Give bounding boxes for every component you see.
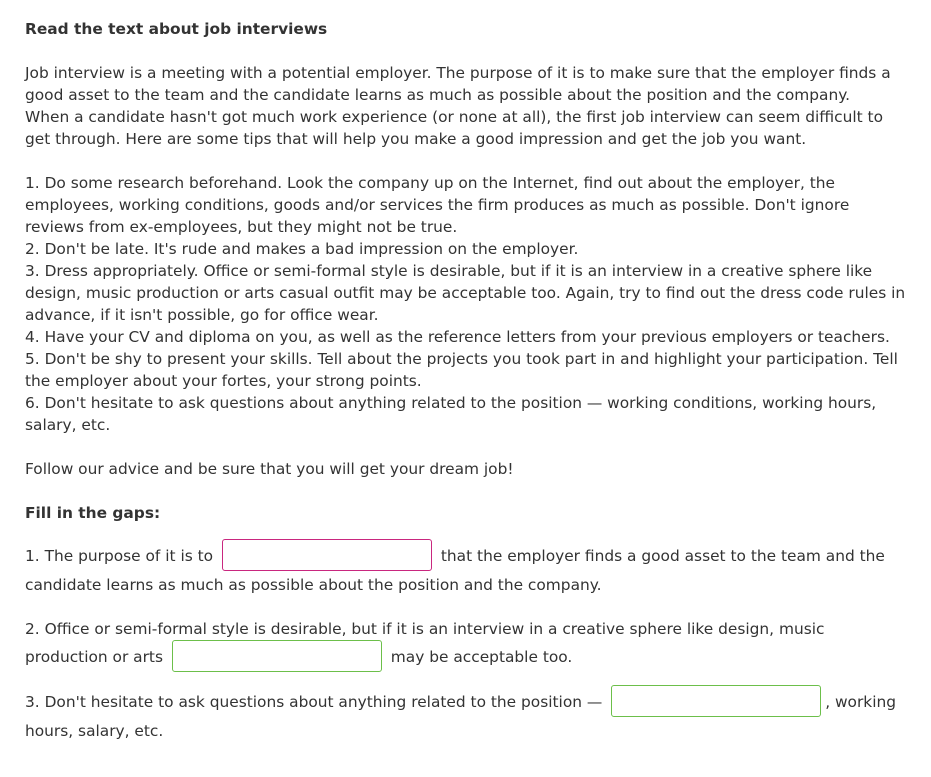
tip-5: 5. Don't be shy to present your skills. Tell about the projects you took part in and highlight your participation. Tell the employer about your fortes, your strong points. <box>25 350 898 390</box>
tips-list <box>25 172 909 436</box>
closing-text: Follow our advice and be sure that you will get your dream job! <box>25 460 514 478</box>
fill-gaps-heading: Fill in the gaps: <box>25 504 161 522</box>
gap-input-1[interactable] <box>222 539 432 571</box>
exercise-3 <box>25 688 909 745</box>
tip-6: 6. Don't hesitate to ask questions about anything related to the position — working conditions, working hours, salary, etc. <box>25 394 877 434</box>
exercise-1-text-after: that the employer finds a good asset to the team and the candidate learns as much as possible about the position and the company. <box>25 547 885 594</box>
exercise-2-text-after: may be acceptable too. <box>390 648 573 666</box>
exercise-2 <box>25 615 909 672</box>
intro-paragraph-1: Job interview is a meeting with a potential employer. The purpose of it is to make sure that the employer finds a good asset to the team and the candidate learns as much as possible about the position and the company. <box>25 64 891 104</box>
exercise-1 <box>25 542 909 599</box>
reading-heading: Read the text about job interviews <box>25 20 328 38</box>
exercise-3-text-after: , working hours, salary, etc. <box>25 693 897 740</box>
intro-paragraph-2: When a candidate hasn't got much work experience (or none at all), the first job interview can seem difficult to get through. Here are some tips that will help you make a good impression and get the job you want. <box>25 108 884 148</box>
tip-2: 2. Don't be late. It's rude and makes a bad impression on the employer. <box>25 240 579 258</box>
tip-3: 3. Dress appropriately. Office or semi-formal style is desirable, but if it is an interview in a creative sphere like design, music production or arts casual outfit may be acceptable too. Again, try to find out the dress code rules in advance, if it isn't possible, go for office wear. <box>25 262 906 324</box>
tip-1: 1. Do some research beforehand. Look the company up on the Internet, find out about the employer, the employees, working conditions, goods and/or services the firm produces as much as possible. Don't ignore reviews from ex-employees, but they might not be true. <box>25 174 850 236</box>
exercise-2-text-before: 2. Office or semi-formal style is desirable, but if it is an interview in a creative sphere like design, music production or arts <box>25 620 825 666</box>
intro-text <box>25 62 909 150</box>
tip-4: 4. Have your CV and diploma on you, as well as the reference letters from your previous employers or teachers. <box>25 328 890 346</box>
exercise-3-text-before: 3. Don't hesitate to ask questions about anything related to the position — <box>25 693 603 711</box>
gap-input-2[interactable] <box>172 640 382 672</box>
gap-input-3[interactable] <box>611 685 821 717</box>
exercise-1-text-before: 1. The purpose of it is to <box>25 547 214 565</box>
